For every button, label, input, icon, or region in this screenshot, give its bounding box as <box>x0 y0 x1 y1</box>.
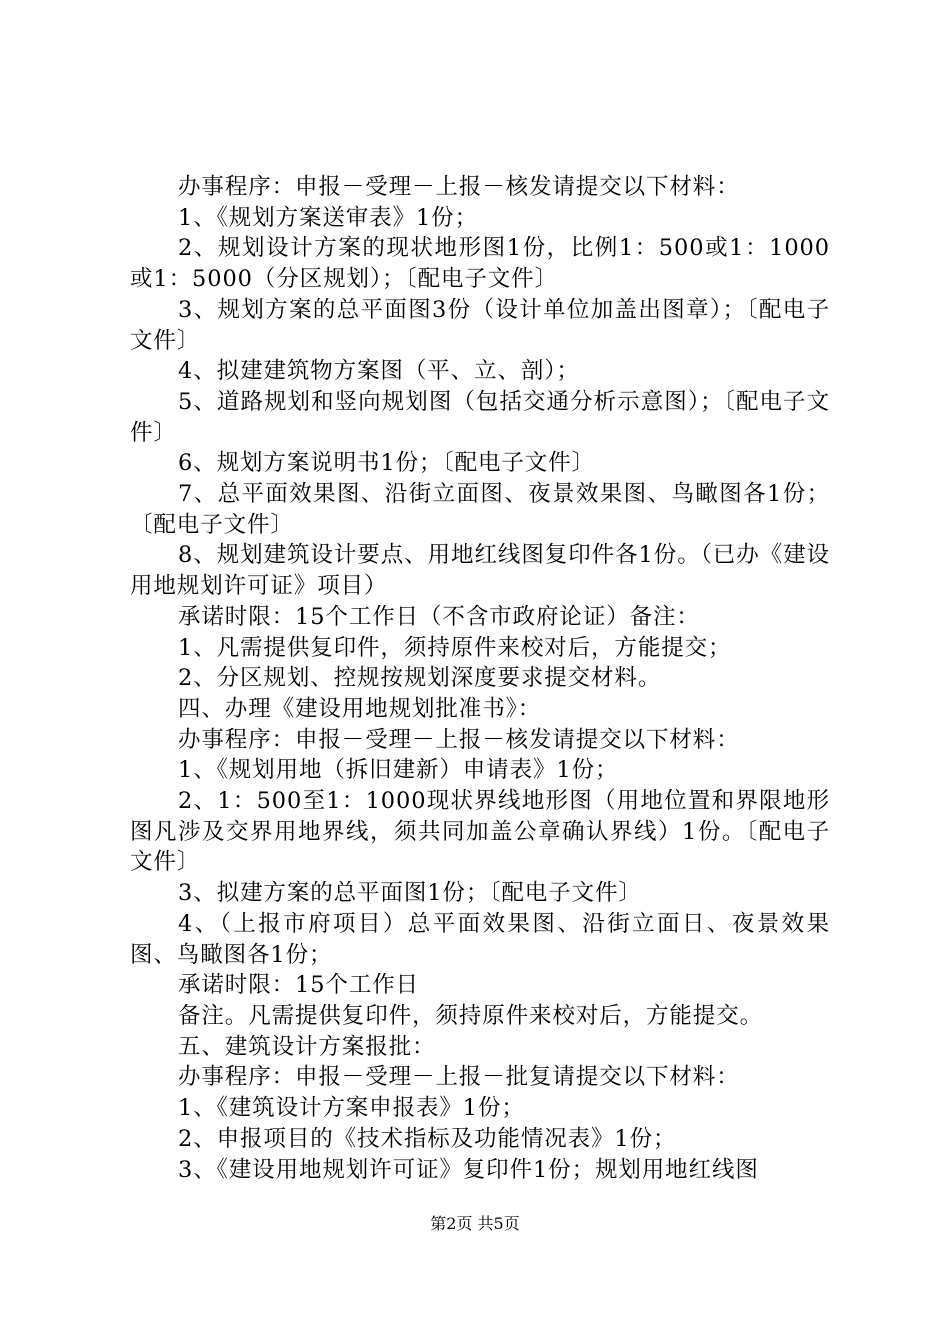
paragraph: 1、《建筑设计方案申报表》1份； <box>178 1095 525 1122</box>
paragraph: 2、分区规划、控规按规划深度要求提交材料。 <box>178 665 662 692</box>
paragraph: 7、总平面效果图、沿街立面图、夜景效果图、鸟瞰图各1份；〔配电子文件〕 <box>130 481 830 538</box>
paragraph: 3、拟建方案的总平面图1份；〔配电子文件〕 <box>178 880 642 907</box>
paragraph: 办事程序：申报－受理－上报－批复请提交以下材料： <box>178 1064 740 1091</box>
section-heading: 四、办理《建设用地规划批准书》： <box>178 695 542 722</box>
page-number-footer: 第2页 共5页 <box>430 1214 520 1233</box>
paragraph: 承诺时限：15个工作日（不含市政府论证）备注： <box>178 603 700 630</box>
paragraph: 3、规划方案的总平面图3份（设计单位加盖出图章）；〔配电子文件〕 <box>130 296 830 354</box>
paragraph: 8、规划建筑设计要点、用地红线图复印件各1份。（已办《建设用地规划许可证》项目） <box>130 542 830 600</box>
paragraph: 3、《建设用地规划许可证》复印件1份；规划用地红线图 <box>178 1156 759 1183</box>
paragraph: 5、道路规划和竖向规划图（包括交通分析示意图）；〔配电子文件〕 <box>130 388 830 446</box>
paragraph: 4、（上报市府项目）总平面效果图、沿街立面日、夜景效果图、鸟瞰图各1份； <box>130 910 830 968</box>
paragraph: 1、《规划用地（拆旧建新）申请表》1份； <box>178 757 619 784</box>
document-body <box>130 172 830 1185</box>
paragraph: 备注。凡需提供复印件，须持原件来校对后，方能提交。 <box>178 1002 764 1029</box>
paragraph: 1、凡需提供复印件，须持原件来校对后，方能提交； <box>178 634 732 661</box>
section-heading: 五、建筑设计方案报批： <box>178 1033 436 1060</box>
paragraph: 办事程序：申报－受理－上报－核发请提交以下材料： <box>178 726 740 753</box>
paragraph: 办事程序：申报－受理－上报－核发请提交以下材料： <box>178 174 740 200</box>
paragraph: 2、申报项目的《技术指标及功能情况表》1份； <box>178 1125 677 1152</box>
paragraph: 2、规划设计方案的现状地形图1份，比例1：500或1：1000或1：5000（分区规划）；〔配电子文件〕 <box>130 235 830 293</box>
paragraph: 1、《规划方案送审表》1份； <box>178 204 478 231</box>
paragraph: 2、1：500至1：1000现状界线地形图（用地位置和界限地形图凡涉及交界用地界线，须共同加盖公章确认界线）1份。〔配电子文件〕 <box>130 788 830 876</box>
paragraph: 6、规划方案说明书1份；〔配电子文件〕 <box>178 450 595 477</box>
paragraph: 4、拟建建筑物方案图（平、立、剖）； <box>178 358 580 385</box>
paragraph: 承诺时限：15个工作日 <box>178 972 420 999</box>
